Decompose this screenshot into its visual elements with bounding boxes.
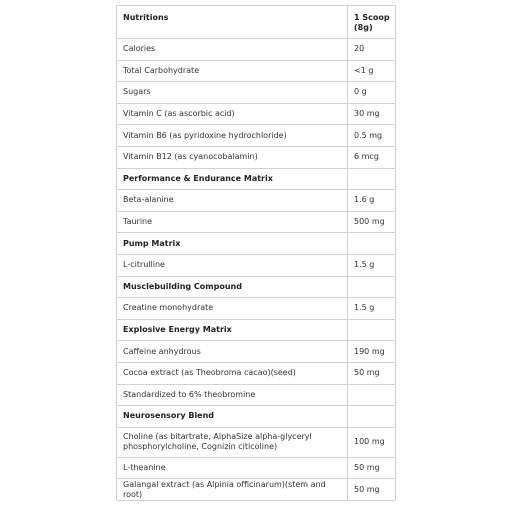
section-row [117,319,396,341]
nutrition-facts-table [116,5,396,501]
nutrient-name: Sugars [117,82,348,104]
header-serving-size: 1 Scoop (8g) [348,6,396,39]
nutrient-amount: 6 mcg [348,146,396,168]
nutrient-amount: 0.5 mg [348,125,396,147]
table-row [117,427,396,457]
nutrient-name: Cocoa extract (as Theobroma cacao)(seed) [117,362,348,384]
nutrient-amount: 100 mg [348,427,396,457]
section-title: Performance & Endurance Matrix [117,168,348,190]
nutrient-amount: 500 mg [348,211,396,233]
table-row [117,362,396,384]
section-title: Musclebuilding Compound [117,276,348,298]
nutrient-amount: 20 [348,39,396,61]
table-row [117,82,396,104]
nutrient-amount [348,384,396,406]
table-row [117,479,396,501]
nutrient-name: Choline (as bitartrate, AlphaSize alpha-glyceryl phosphorylcholine, Cognizin citicoline) [117,427,348,457]
nutrient-amount: 190 mg [348,341,396,363]
section-title: Neurosensory Blend [117,406,348,428]
section-row [117,276,396,298]
nutrient-name: Caffeine anhydrous [117,341,348,363]
section-amount [348,233,396,255]
table-row [117,190,396,212]
table-row [117,146,396,168]
nutrient-amount: 1.5 g [348,254,396,276]
nutrient-amount: 1.6 g [348,190,396,212]
table-row [117,125,396,147]
table-row [117,341,396,363]
section-row [117,168,396,190]
table-row [117,298,396,320]
section-row [117,406,396,428]
nutrient-amount: 50 mg [348,457,396,479]
table-row [117,457,396,479]
section-amount [348,319,396,341]
nutrient-name: Vitamin B12 (as cyanocobalamin) [117,146,348,168]
section-amount [348,168,396,190]
nutrient-amount: 50 mg [348,479,396,501]
section-amount [348,406,396,428]
table-row [117,103,396,125]
nutrient-name: Creatine monohydrate [117,298,348,320]
nutrient-amount: 1.5 g [348,298,396,320]
table-row [117,39,396,61]
nutrient-name: Calories [117,39,348,61]
section-title: Pump Matrix [117,233,348,255]
nutrient-name: Galangal extract (as Alpinia officinarum)(stem and root) [117,479,348,501]
table-row [117,60,396,82]
nutrient-amount: 30 mg [348,103,396,125]
nutrient-amount: 50 mg [348,362,396,384]
table-row [117,211,396,233]
table-header-row [117,6,396,39]
header-nutritions: Nutritions [117,6,348,39]
nutrient-name: Vitamin C (as ascorbic acid) [117,103,348,125]
nutrient-name: Standardized to 6% theobromine [117,384,348,406]
nutrient-name: Taurine [117,211,348,233]
nutrient-name: L-citrulline [117,254,348,276]
section-row [117,233,396,255]
nutrient-name: Beta-alanine [117,190,348,212]
nutrient-amount: 0 g [348,82,396,104]
section-title: Explosive Energy Matrix [117,319,348,341]
section-amount [348,276,396,298]
table-row [117,384,396,406]
nutrient-name: L-theanine [117,457,348,479]
table-row [117,254,396,276]
nutrient-name: Total Carbohydrate [117,60,348,82]
nutrient-name: Vitamin B6 (as pyridoxine hydrochloride) [117,125,348,147]
nutrient-amount: <1 g [348,60,396,82]
